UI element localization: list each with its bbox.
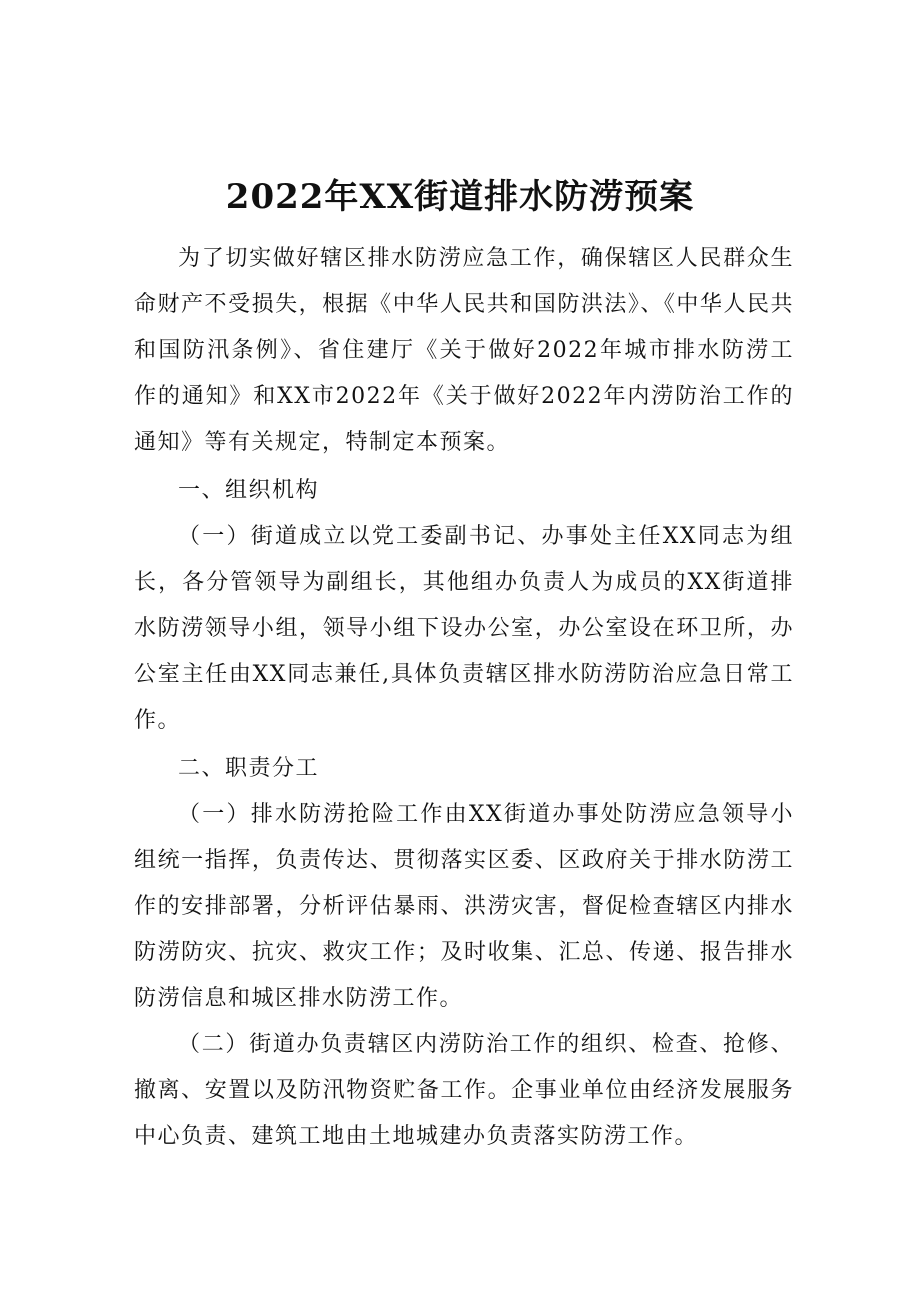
section-heading-organization: 一、组织机构 (178, 478, 320, 503)
document-body (134, 236, 794, 1160)
paragraph-duties-1: （一）排水防涝抢险工作由XX街道办事处防涝应急领导小组统一指挥，负责传达、贯彻落实区委、区政府关于排水防涝工作的安排部署，分析评估暴雨、洪涝灾害，督促检查辖区内排水防涝防灾、抗灾、救灾工作；及时收集、汇总、传递、报告排水防涝信息和城区排水防涝工作。 (134, 802, 794, 1011)
paragraph-organization-1: （一）街道成立以党工委副书记、办事处主任XX同志为组长，各分管领导为副组长，其他组办负责人为成员的XX街道排水防涝领导小组，领导小组下设办公室，办公室设在环卫所，办公室主任由XX同志兼任,具体负责辖区排水防涝防治应急日常工作。 (134, 524, 794, 733)
section-heading-duties: 二、职责分工 (178, 756, 320, 781)
document-title: 2022年XX街道排水防涝预案 (225, 177, 695, 217)
paragraph-duties-2: （二）街道办负责辖区内涝防治工作的组织、检查、抢修、撤离、安置以及防汛物资贮备工作。企事业单位由经济发展服务中心负责、建筑工地由土地城建办负责落实防涝工作。 (134, 1032, 794, 1149)
paragraph-intro: 为了切实做好辖区排水防涝应急工作，确保辖区人民群众生命财产不受损失，根据《中华人民共和国防洪法》、《中华人民共和国防汛条例》、省住建厅《关于做好2022年城市排水防涝工作的通知》和XX市2022年《关于做好2022年内涝防治工作的通知》等有关规定，特制定本预案。 (134, 246, 794, 455)
